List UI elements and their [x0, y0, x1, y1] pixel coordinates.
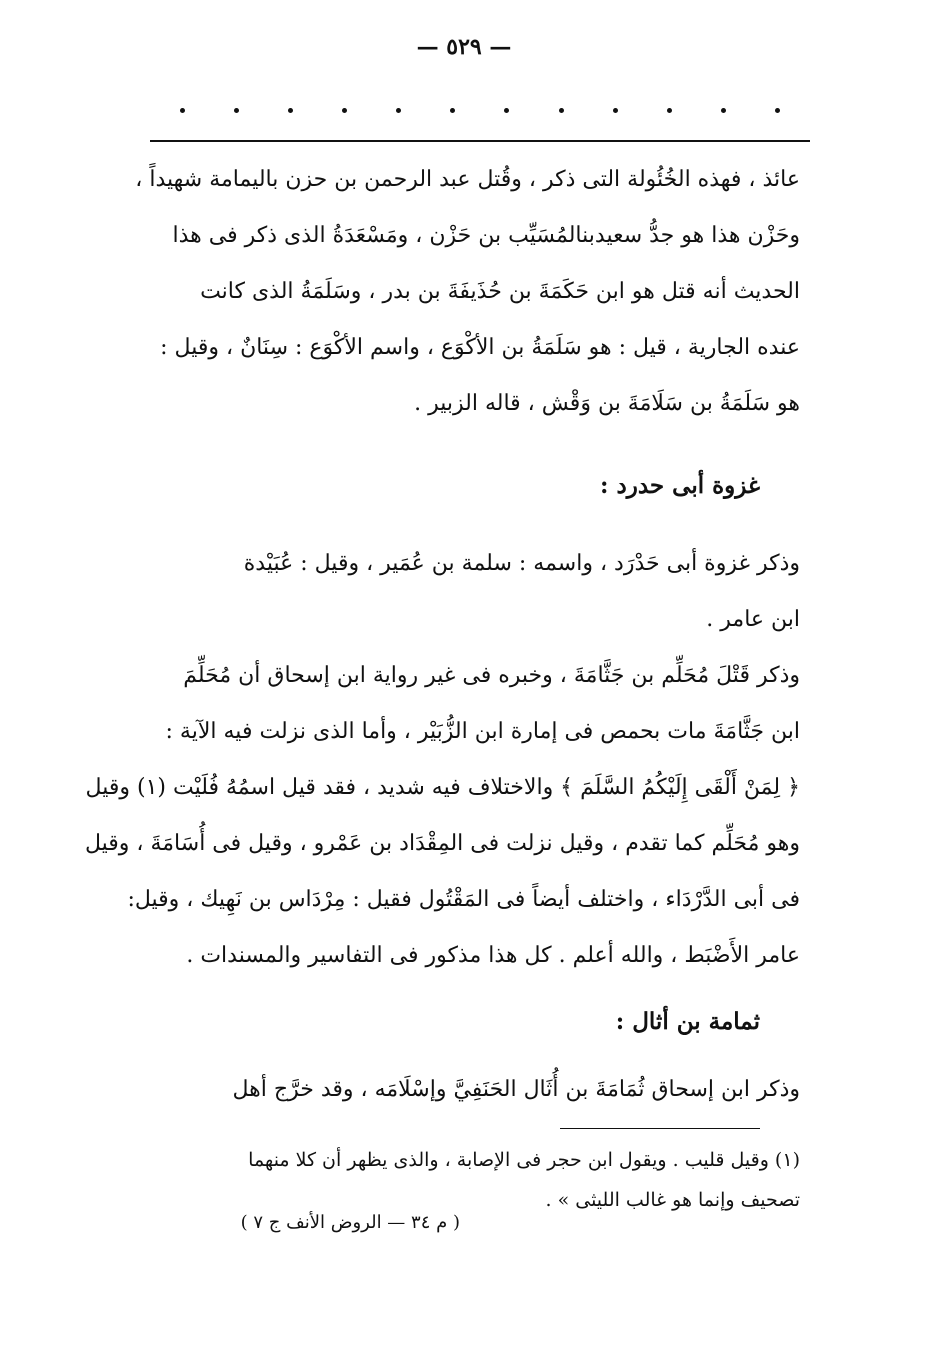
text-line: فى أبى الدَّرْدَاء ، واختلف أيضاً فى المَقْتُول فقيل : مِرْدَاس بن نَهِيك ، وقيل:: [127, 887, 800, 912]
dot: [234, 108, 239, 113]
text-line: عنده الجارية ، قيل : هو سَلَمَةُ بن الأكْوَع ، واسم الأكْوَع : سِنَانٌ ، وقيل :: [160, 335, 800, 360]
text-line: وذكر قَتْلَ مُحَلِّم بن جَثَّامَةَ ، وخبره فى غير رواية ابن إسحاق أن مُحَلِّمَ: [183, 663, 800, 688]
text-line: وذكر غزوة أبى حَدْرَد ، واسمه : سلمة بن عُمَير ، وقيل : عُبَيْدة: [243, 551, 800, 576]
dot: [288, 108, 293, 113]
dot: [180, 108, 185, 113]
section-heading-thumama: ثمامة بن أثال :: [615, 1008, 760, 1035]
text-line: وحَزْن هذا هو جدُّ سعيدبنالمُسَيِّب بن حَزْن ، ومَسْعَدَةُ الذى ذكر فى هذا: [172, 223, 800, 248]
dot: [721, 108, 726, 113]
paragraph-3: [130, 1062, 800, 1118]
footnote: [130, 1140, 800, 1220]
text-line: الحديث أنه قتل هو ابن حَكَمَةَ بن حُذَيفَةَ بن بدر ، وسَلَمَةُ الذى كانت: [200, 279, 800, 304]
dot: [559, 108, 564, 113]
text-line: هو سَلَمَةُ بن سَلَامَةَ بن وَقْش ، قاله الزبير .: [414, 391, 800, 416]
header-rule: [150, 140, 810, 142]
text-line: عائذ ، فهذه الخُئُولة التى ذكر ، وقُتل عبد الرحمن بن حزن باليمامة شهيداً ،: [135, 167, 800, 192]
dot: [613, 108, 618, 113]
dot: [396, 108, 401, 113]
text-line: ابن عامر .: [706, 607, 800, 632]
printer-signature: ( م ٣٤ — الروض الأنف ج ٧ ): [240, 1212, 460, 1233]
text-line: وهو مُحَلِّم كما تقدم ، وقيل نزلت فى المِقْدَاد بن عَمْرو ، وقيل فى أُسَامَةَ ، وقيل: [84, 831, 800, 856]
footnote-rule: [560, 1128, 760, 1129]
paragraph-2: [84, 536, 800, 984]
text-line: ابن جَثَّامَةَ مات بحمص فى إمارة ابن الزُّبَيْر ، وأما الذى نزلت فيه الآية :: [165, 719, 800, 744]
footnote-line: (١) وقيل قليب . ويقول ابن حجر فى الإصابة ، والذى يظهر أن كلا منهما: [248, 1149, 800, 1171]
dot: [450, 108, 455, 113]
text-line: ﴿ لِمَنْ أَلْقَى إِلَيْكُمُ السَّلَمَ ﴾ والاختلاف فيه شديد ، فقد قيل اسمُهُ فُلَيْت (١) وقيل: [85, 775, 800, 800]
dot: [667, 108, 672, 113]
dot: [342, 108, 347, 113]
text-line: عامر الأَضْبَط ، والله أعلم . كل هذا مذكور فى التفاسير والمسندات .: [186, 943, 800, 968]
page-number: — ٥٢٩ —: [416, 34, 512, 60]
text-line: وذكر ابن إسحاق ثُمَامَةَ بن أُثَال الحَنَفِيَّ وإسْلَامَه ، وقد خرَّج أهل: [232, 1077, 800, 1102]
paragraph-1: [130, 152, 800, 432]
header-dots: [180, 108, 780, 113]
footnote-line: تصحيف وإنما هو غالب الليثى » .: [545, 1189, 800, 1211]
dot: [504, 108, 509, 113]
dot: [775, 108, 780, 113]
section-heading-abi-hadrad: غزوة أبى حدرد :: [600, 472, 760, 499]
